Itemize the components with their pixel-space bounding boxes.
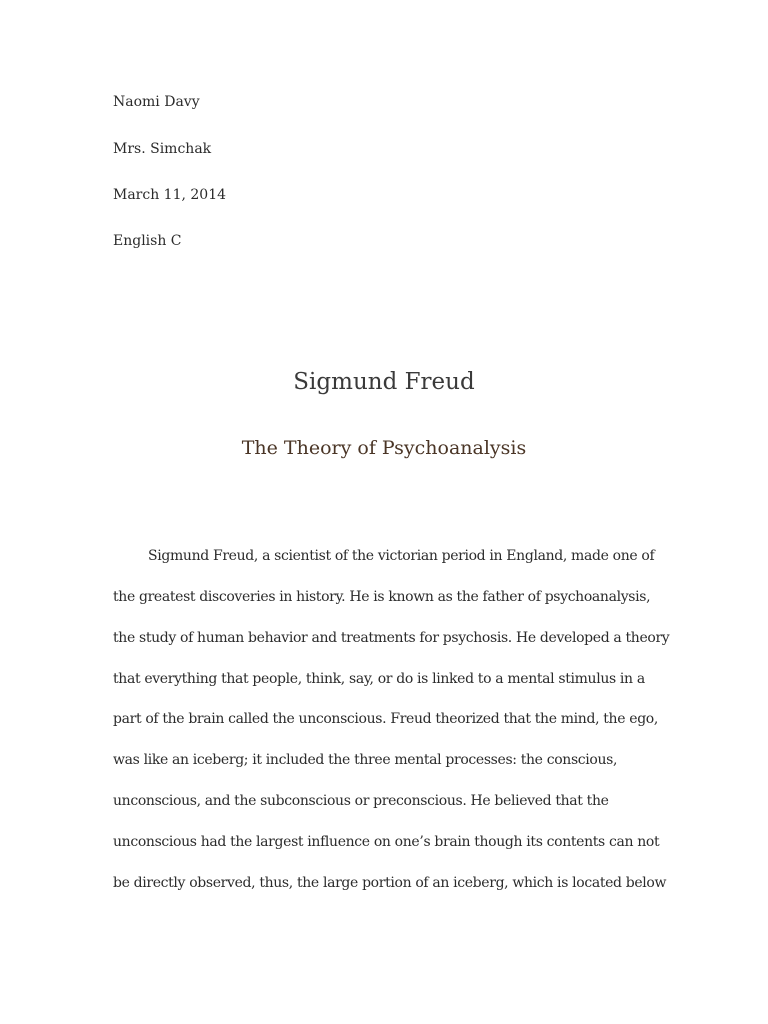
body-line: that everything that people, think, say, or do is linked to a mental stimulus in a [113, 671, 645, 687]
document-title: Sigmund Freud [293, 369, 475, 395]
teacher-name: Mrs. Simchak [113, 141, 212, 157]
document-subtitle: The Theory of Psychoanalysis [241, 437, 527, 459]
body-line: was like an iceberg; it included the three mental processes: the conscious, [113, 752, 618, 768]
body-line: Sigmund Freud, a scientist of the victorian period in England, made one of [148, 548, 655, 564]
body-line: be directly observed, thus, the large portion of an iceberg, which is located below [113, 875, 667, 891]
body-line: unconscious, and the subconscious or preconscious. He believed that the [113, 793, 609, 809]
date-line: March 11, 2014 [113, 187, 227, 203]
body-line: unconscious had the largest influence on one’s brain though its contents can not [113, 834, 660, 850]
course-name: English C [113, 233, 182, 249]
author-name: Naomi Davy [113, 94, 200, 110]
body-line: part of the brain called the unconscious. Freud theorized that the mind, the ego, [113, 711, 658, 727]
body-line: the greatest discoveries in history. He is known as the father of psychoanalysis, [113, 589, 651, 605]
body-line: the study of human behavior and treatments for psychosis. He developed a theory [113, 630, 670, 646]
